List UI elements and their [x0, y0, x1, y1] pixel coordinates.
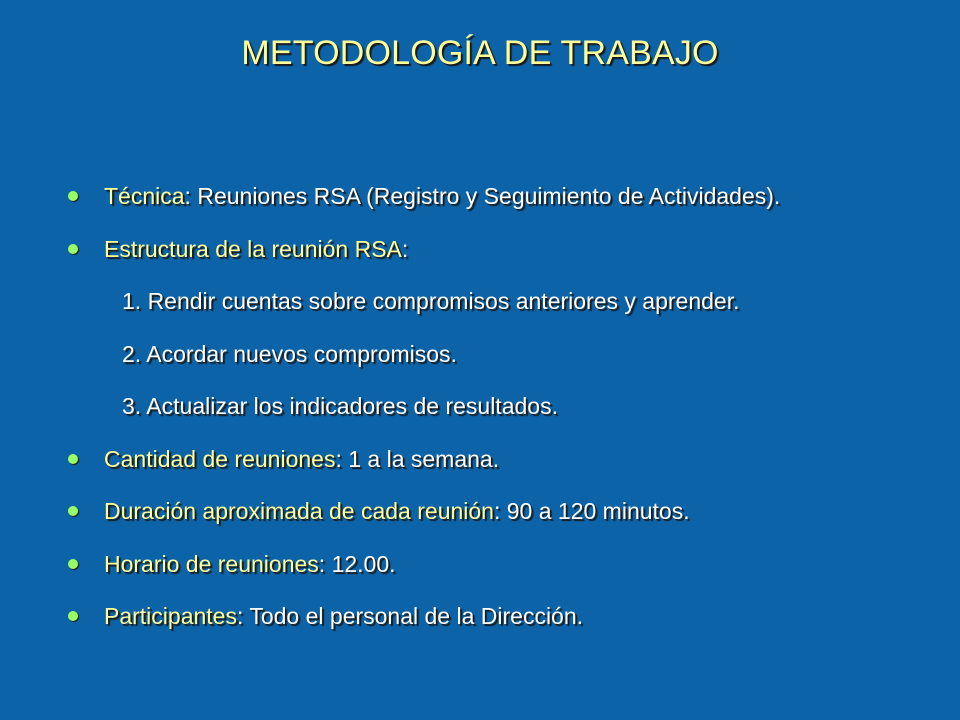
bullet-dot-icon — [68, 191, 78, 201]
item-separator: : — [236, 603, 250, 629]
item-separator: : — [493, 498, 507, 524]
bullet-dot-icon — [68, 559, 78, 569]
bullet-item-duracion — [68, 497, 948, 550]
sub-item-3 — [68, 392, 948, 445]
item-separator: : — [184, 183, 198, 209]
item-key: Cantidad de reuniones — [104, 445, 336, 472]
bullet-item-tecnica — [68, 182, 948, 235]
sub-item-1 — [68, 287, 948, 340]
sub-item-text: 1. Rendir cuentas sobre compromisos anteriores y aprender. — [122, 288, 740, 314]
bullet-item-estructura — [68, 235, 948, 288]
content-list — [68, 182, 948, 655]
item-value: 90 a 120 minutos. — [506, 498, 690, 524]
bullet-item-participantes — [68, 602, 948, 655]
bullet-dot-icon — [68, 244, 78, 254]
bullet-dot-icon — [68, 506, 78, 516]
sub-item-2 — [68, 340, 948, 393]
item-separator: : — [335, 445, 349, 472]
bullet-item-cantidad — [68, 445, 948, 498]
item-value: Reuniones RSA (Registro y Seguimiento de Actividades). — [197, 183, 781, 209]
item-key: Técnica — [104, 183, 185, 209]
item-value: 12.00. — [331, 550, 396, 577]
slide-title: METODOLOGÍA DE TRABAJO — [241, 34, 719, 72]
sub-item-text: 3. Actualizar los indicadores de resultados. — [122, 393, 558, 419]
sub-item-text: 2. Acordar nuevos compromisos. — [122, 340, 457, 367]
item-separator: : — [318, 550, 332, 577]
item-key: Estructura de la reunión RSA — [104, 235, 402, 262]
item-key: Duración aproximada de cada reunión — [104, 498, 494, 524]
item-key: Participantes — [104, 603, 237, 629]
item-separator: : — [401, 235, 409, 262]
item-key: Horario de reuniones — [104, 550, 319, 577]
bullet-dot-icon — [68, 611, 78, 621]
bullet-dot-icon — [68, 454, 78, 464]
item-value: Todo el personal de la Dirección. — [249, 603, 584, 629]
item-value: 1 a la semana. — [348, 445, 500, 472]
bullet-item-horario — [68, 550, 948, 603]
